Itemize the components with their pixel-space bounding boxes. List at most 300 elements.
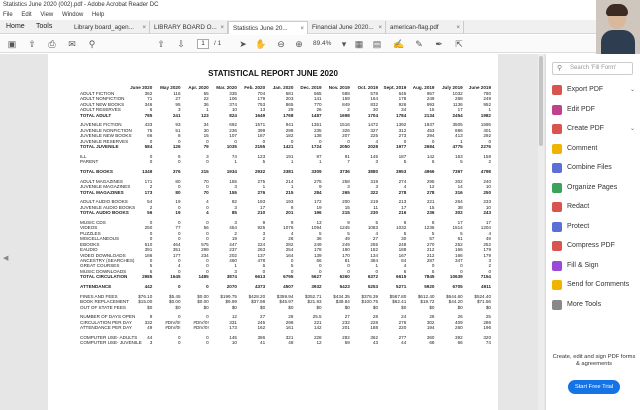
row-label: ATTENDANCE PER DAY <box>80 325 132 331</box>
table-cell: 252 <box>455 241 463 247</box>
table-cell: $5.45 <box>169 293 181 299</box>
table-cell: 207 <box>342 133 350 139</box>
table-cell: 6795 <box>283 274 294 280</box>
highlight-icon[interactable]: ✎ <box>415 39 423 49</box>
close-icon[interactable]: × <box>456 24 460 31</box>
table-cell: 203 <box>285 96 294 102</box>
scroll-thumb[interactable] <box>539 56 543 146</box>
table-cell: 10 <box>485 204 491 210</box>
table-cell: 10 <box>231 107 237 113</box>
table-cell: 5 <box>347 230 350 236</box>
document-area[interactable] <box>0 54 545 410</box>
table-cell: 2985 <box>142 274 153 280</box>
table-cell: 170 <box>342 252 350 258</box>
search-icon[interactable]: ⚲ <box>88 39 96 49</box>
table-cell: 15 <box>203 133 209 139</box>
row-label: JUVENILE FICTION <box>80 122 122 128</box>
row-label: JUVENILE MAGAZINES <box>80 184 131 190</box>
search-icon: ⚲ <box>557 65 563 72</box>
table-cell: 19 <box>175 199 181 205</box>
row-label: JUVENILE RESERVES <box>80 138 129 144</box>
table-cell: 252 <box>483 241 491 247</box>
table-cell: 346 <box>144 101 153 107</box>
tool-edit-pdf[interactable] <box>552 102 638 118</box>
table-cell: 26 <box>316 107 322 113</box>
table-cell: 1698 <box>339 112 350 118</box>
table-cell: 173 <box>229 325 237 331</box>
column-header: July 2019 <box>442 84 463 90</box>
table-cell: 1514 <box>452 225 463 231</box>
table-cell: 3932 <box>311 283 322 289</box>
table-cell: 4 <box>206 199 209 205</box>
table-cell: 5253 <box>367 283 379 289</box>
table-cell: $0 <box>457 304 463 310</box>
next-page-icon[interactable]: ⇩ <box>177 39 185 49</box>
table-cell: 1 <box>375 263 379 269</box>
tool-fill-sign[interactable] <box>552 258 638 274</box>
table-cell: 0 <box>177 314 181 320</box>
table-cell: 1649 <box>254 112 266 118</box>
zoom-level[interactable]: 89.4% <box>313 40 332 47</box>
share-icon[interactable]: ⇱ <box>455 39 463 49</box>
table-cell: 347 <box>455 257 463 263</box>
table-cell: 8 <box>290 204 294 210</box>
menu-window[interactable]: Window <box>61 12 84 18</box>
table-cell: 0 <box>177 268 181 274</box>
table-cell: 0 <box>177 257 181 263</box>
close-icon[interactable]: × <box>220 24 224 31</box>
menu-help[interactable]: Help <box>91 12 105 18</box>
table-cell: 292 <box>483 133 491 139</box>
table-cell: 0 <box>488 138 491 144</box>
table-cell: 0 <box>149 220 153 226</box>
table-cell: 692 <box>229 122 237 128</box>
table-cell: 179 <box>483 252 491 258</box>
table-cell: 187 <box>257 133 266 139</box>
table-cell: 0 <box>177 236 181 242</box>
table-cell: 0 <box>206 268 209 274</box>
table-cell: 0 <box>262 268 266 274</box>
table-cell: 201 <box>285 210 294 216</box>
tab-library-board-agenda[interactable]: Library board_agen... × <box>70 21 150 34</box>
table-cell: $359.94 <box>276 293 294 299</box>
close-icon[interactable]: × <box>378 24 382 31</box>
table-cell: 327 <box>370 127 379 133</box>
table-cell: 193 <box>257 199 266 205</box>
table-cell: 25 <box>485 314 491 320</box>
table-cell: 95 <box>175 101 181 107</box>
table-cell: 30 <box>203 127 209 133</box>
table-cell: 49 <box>485 236 491 242</box>
table-cell: 2 <box>488 263 491 269</box>
tool-label: More Tools <box>567 300 602 308</box>
chevron-down-icon[interactable]: ⌄ <box>630 126 636 132</box>
table-cell: 49 <box>147 325 153 331</box>
table-cell: 1 <box>234 159 237 165</box>
table-cell: 1982 <box>480 112 491 118</box>
hand-icon[interactable]: ✋ <box>255 39 267 49</box>
table-cell: 6372 <box>367 274 379 280</box>
table-cell: 1768 <box>283 112 294 118</box>
table-cell: 926 <box>398 101 407 107</box>
table-cell: 155 <box>229 189 237 195</box>
table-cell: 27 <box>372 236 379 242</box>
table-cell: 4798 <box>480 169 491 175</box>
close-icon[interactable]: × <box>300 25 304 32</box>
print-icon[interactable]: ⎙ <box>48 39 56 49</box>
table-cell: 1937 <box>424 122 435 128</box>
table-cell: 276 <box>257 189 266 195</box>
table-cell: 1351 <box>311 122 322 128</box>
table-cell: $199.75 <box>220 293 237 299</box>
tool-protect[interactable] <box>552 219 638 235</box>
table-cell: 36 <box>203 101 209 107</box>
column-header: Nov. 2019 <box>328 84 350 90</box>
table-cell: 374 <box>229 101 237 107</box>
table-cell: 212 <box>426 252 435 258</box>
table-cell: 171 <box>144 178 153 184</box>
table-cell: 0 <box>206 257 209 263</box>
prev-page-icon[interactable]: ⇧ <box>157 39 165 49</box>
table-cell: 510 <box>144 241 153 247</box>
table-cell: 82 <box>231 199 237 205</box>
table-cell: 19 <box>231 236 237 242</box>
table-cell: 243 <box>483 210 491 216</box>
combine-files-icon <box>552 163 562 173</box>
table-cell: $0 <box>372 304 379 310</box>
table-cell: 2 <box>149 204 153 210</box>
table-cell: 433 <box>144 122 153 128</box>
table-cell: $0 <box>288 304 294 310</box>
table-cell: 278 <box>398 189 407 195</box>
table-cell: 399 <box>257 127 266 133</box>
scroll-mode-icon[interactable]: ▤ <box>372 39 382 49</box>
start-free-trial-button[interactable]: Start Free Trial <box>568 380 620 394</box>
more-tools-icon <box>552 300 562 310</box>
table-cell: 1236 <box>424 225 435 231</box>
table-cell: 74 <box>231 153 237 159</box>
table-cell: 172 <box>313 199 322 205</box>
table-cell: 3381 <box>283 169 294 175</box>
table-cell: 1595 <box>480 122 491 128</box>
table-row <box>56 340 492 345</box>
table-cell: 24 <box>401 314 407 320</box>
home-link[interactable]: Home <box>6 23 25 30</box>
table-cell: 1349 <box>142 169 153 175</box>
table-cell: 57 <box>429 236 435 242</box>
table-cell: 460 <box>229 257 237 263</box>
tool-label: Protect <box>567 222 590 230</box>
table-cell: $71.56 <box>476 299 491 305</box>
table-cell: 322 <box>370 189 379 195</box>
table-cell: 158 <box>483 153 491 159</box>
comment-icon[interactable]: ✍ <box>393 39 405 49</box>
table-cell: 250 <box>483 189 491 195</box>
save-icon[interactable]: ▣ <box>7 39 17 49</box>
table-cell: $612.40 <box>417 293 435 299</box>
table-cell: 134 <box>370 252 379 258</box>
table-cell: 282 <box>285 241 294 247</box>
table-cell: 44 <box>147 334 153 340</box>
table-cell: 137 <box>257 252 266 258</box>
table-cell: 1032 <box>452 91 463 96</box>
tab-financial[interactable]: Financial June 2020... × <box>308 21 386 34</box>
page-number-input[interactable]: 1 <box>197 39 209 49</box>
tool-combine-files[interactable] <box>552 160 638 176</box>
table-cell: 1934 <box>226 169 237 175</box>
table-cell: 3874 <box>226 274 237 280</box>
table-cell: 5271 <box>396 283 407 289</box>
tool-organize-pages[interactable] <box>552 180 638 196</box>
table-cell: 1032 <box>396 225 407 231</box>
tool-redact[interactable] <box>552 199 638 215</box>
table-cell: 0 <box>177 204 181 210</box>
table-cell: $0 <box>344 304 350 310</box>
table-cell: 0 <box>347 138 350 144</box>
table-cell: 10 <box>485 184 491 190</box>
table-cell: 282 <box>342 334 350 340</box>
menu-edit[interactable]: Edit <box>21 12 32 18</box>
row-label: MISCELLANEOUS <box>80 236 120 242</box>
table-cell: 193 <box>285 199 294 205</box>
table-cell: 9 <box>347 220 350 226</box>
table-cell: 275 <box>313 178 322 184</box>
table-cell: 0 <box>149 153 153 159</box>
table-cell: 163 <box>455 153 463 159</box>
table-cell: 249 <box>313 241 322 247</box>
table-cell: 187 <box>398 153 407 159</box>
zoom-out-icon[interactable]: ⊖ <box>277 39 285 49</box>
table-cell: $524.40 <box>474 293 491 299</box>
row-label: JUVENILE NONFICTION <box>80 127 132 133</box>
table-cell: 413 <box>455 133 463 139</box>
table-cell: $428.20 <box>248 293 266 299</box>
table-cell: 753 <box>257 101 266 107</box>
table-cell: 4 <box>375 138 379 144</box>
table-cell: 194 <box>426 325 435 331</box>
table-cell: 785 <box>144 112 153 118</box>
table-cell: 3736 <box>339 169 350 175</box>
table-cell: 287 <box>426 257 435 263</box>
table-cell: 263 <box>257 247 266 253</box>
table-cell: 216 <box>398 210 407 216</box>
row-label: MUSIC CDS <box>80 220 106 226</box>
chevron-down-icon[interactable]: ▾ <box>341 39 347 49</box>
table-cell: 0 <box>431 263 435 269</box>
table-cell: 4 <box>290 230 294 236</box>
table-cell: $37.98 <box>251 299 266 305</box>
table-cell: 221 <box>426 199 435 205</box>
tab-american-flag[interactable]: american-flag.pdf × <box>386 21 464 34</box>
tab-library-board[interactable]: LIBRARY BOARD O... × <box>150 21 228 34</box>
table-cell: 214 <box>285 178 294 184</box>
table-cell: 8 <box>431 220 435 226</box>
table-cell: 6 <box>262 263 266 269</box>
table-cell: 447 <box>229 241 237 247</box>
tool-compress-pdf[interactable] <box>552 238 638 254</box>
table-cell: 0 <box>290 257 294 263</box>
row-label: ANCESTRY (SEARCHES) <box>80 257 135 263</box>
column-header: Apr. 2020 <box>188 84 209 90</box>
row-label: EBOOKS <box>80 241 100 247</box>
table-cell: 3 <box>177 107 181 113</box>
collapse-left-icon[interactable]: ◀ <box>3 255 9 262</box>
row-label: PUZZLES <box>80 230 101 236</box>
table-cell: 298 <box>285 127 294 133</box>
table-cell: 29 <box>288 107 294 113</box>
select-cursor-icon[interactable]: ➤ <box>239 39 247 49</box>
table-cell: 5 <box>262 159 266 165</box>
table-cell: 2070 <box>226 283 237 289</box>
chevron-down-icon[interactable]: ⌄ <box>630 87 636 93</box>
menu-bar <box>0 10 640 20</box>
table-cell: 1094 <box>311 225 322 231</box>
table-cell: 107 <box>229 133 237 139</box>
row-label: TOTAL JUVENILE <box>80 144 119 150</box>
column-header: June 2020 <box>130 84 153 90</box>
table-cell: 0 <box>319 268 322 274</box>
table-cell: 161 <box>285 325 294 331</box>
table-cell: 80 <box>175 189 181 195</box>
table-cell: 1076 <box>283 225 294 231</box>
table-cell: 260 <box>455 325 463 331</box>
statistics-table <box>56 84 492 346</box>
tool-more-tools[interactable] <box>552 297 638 313</box>
tools-link[interactable]: Tools <box>36 23 53 30</box>
tool-export-pdf[interactable] <box>552 82 638 98</box>
table-cell: 228 <box>370 319 379 325</box>
table-cell: 36 <box>316 236 322 242</box>
table-cell: 22 <box>203 96 209 102</box>
table-cell: 1 <box>460 138 463 144</box>
menu-file[interactable]: File <box>3 12 13 18</box>
table-cell: 2276 <box>480 144 491 150</box>
table-cell: 164 <box>370 96 379 102</box>
tool-create-pdf[interactable] <box>552 121 638 137</box>
table-cell: 5 <box>460 159 463 165</box>
table-cell: 224 <box>257 241 266 247</box>
table-cell: $0 <box>485 304 491 310</box>
row-label: ADULT MAGAZINES <box>80 178 123 184</box>
table-cell: 401 <box>483 127 491 133</box>
table-cell: 27 <box>344 314 350 320</box>
fit-page-icon[interactable]: ▦ <box>354 39 364 49</box>
table-cell: 0 <box>149 257 153 263</box>
table-cell: 14 <box>457 184 463 190</box>
table-cell: 265 <box>342 189 350 195</box>
table-cell: 0 <box>347 263 350 269</box>
organize-pages-icon <box>552 183 562 193</box>
table-cell: 138 <box>313 133 322 139</box>
table-cell: 2932 <box>254 169 266 175</box>
table-cell: 0 <box>177 230 181 236</box>
tab-statistics[interactable]: Statistics June 20... × <box>228 21 308 34</box>
table-cell: 173 <box>144 189 153 195</box>
table-cell: 3 <box>488 257 491 263</box>
row-label: ADULT AUDIO BOOKS <box>80 199 128 205</box>
tool-send-for-comments[interactable] <box>552 277 638 293</box>
table-cell: 41 <box>260 340 266 346</box>
table-cell: 6 <box>403 220 407 226</box>
table-cell: 34 <box>203 122 209 128</box>
table-cell: 179 <box>483 247 491 253</box>
table-cell: 80 <box>175 178 181 184</box>
table-cell: 0 <box>206 334 209 340</box>
table-cell: #DIV/0! <box>193 319 209 325</box>
table-cell: 886 <box>455 127 463 133</box>
table-cell: 3 <box>234 204 237 210</box>
table-cell: 219 <box>370 199 379 205</box>
document-scrollbar[interactable] <box>538 54 544 410</box>
row-label: TOTAL ADULT <box>80 112 112 118</box>
table-cell: $21.93 <box>307 299 322 305</box>
row-label: JUVENILE AUDIO BOOKS <box>80 204 136 210</box>
close-icon[interactable]: × <box>142 24 146 31</box>
column-header: Jan. 2020 <box>272 84 294 90</box>
table-cell: 319 <box>370 178 379 184</box>
table-cell: 1 <box>206 107 209 113</box>
table-cell: 220 <box>398 325 407 331</box>
table-cell: 4 <box>488 230 491 236</box>
table-cell: 240 <box>483 178 491 184</box>
table-cell: 351 <box>172 247 181 253</box>
table-cell: 44 <box>401 340 407 346</box>
table-cell: 0 <box>347 268 350 274</box>
table-cell: $644.60 <box>446 293 463 299</box>
table-cell: 335 <box>229 91 237 96</box>
table-cell: 3 <box>234 220 237 226</box>
upload-icon[interactable]: ⇧ <box>28 39 36 49</box>
table-cell: 230 <box>370 210 379 216</box>
sign-icon[interactable]: ✒ <box>435 39 443 49</box>
table-cell: 993 <box>426 101 435 107</box>
table-cell: 201 <box>342 325 350 331</box>
table-cell: 1421 <box>283 144 294 150</box>
table-cell: $352.71 <box>305 293 322 299</box>
table-cell: 164 <box>285 252 294 258</box>
table-cell: 1704 <box>367 112 379 118</box>
table-cell: 7154 <box>480 274 491 280</box>
zoom-in-icon[interactable]: ⊕ <box>295 39 303 49</box>
table-cell: 225 <box>370 133 379 139</box>
mail-icon[interactable]: ✉ <box>68 39 76 49</box>
table-cell: 6615 <box>396 274 407 280</box>
pdf-page <box>48 54 498 410</box>
table-cell: 34 <box>401 107 407 113</box>
menu-view[interactable]: View <box>40 12 54 18</box>
table-cell: 166 <box>455 247 463 253</box>
redact-icon <box>552 202 562 212</box>
table-cell: 384 <box>370 257 379 263</box>
table-cell: $567.80 <box>389 293 407 299</box>
table-cell: 6260 <box>339 274 350 280</box>
table-cell: 139 <box>313 252 322 258</box>
table-cell: $62.41 <box>392 299 407 305</box>
tools-search-input[interactable] <box>552 62 633 75</box>
tool-comment[interactable] <box>552 141 638 157</box>
table-cell: 2 <box>262 236 266 242</box>
table-cell: 179 <box>257 96 266 102</box>
table-cell: 478 <box>257 257 266 263</box>
row-label: TOTAL MAGAZINES <box>80 189 124 195</box>
table-cell: 2454 <box>452 112 463 118</box>
table-cell: 178 <box>398 96 407 102</box>
table-cell: 155 <box>229 178 237 184</box>
table-cell: 278 <box>426 189 435 195</box>
table-cell: 1204 <box>480 225 491 231</box>
table-cell: 6613 <box>254 274 266 280</box>
table-cell: 1083 <box>367 225 379 231</box>
